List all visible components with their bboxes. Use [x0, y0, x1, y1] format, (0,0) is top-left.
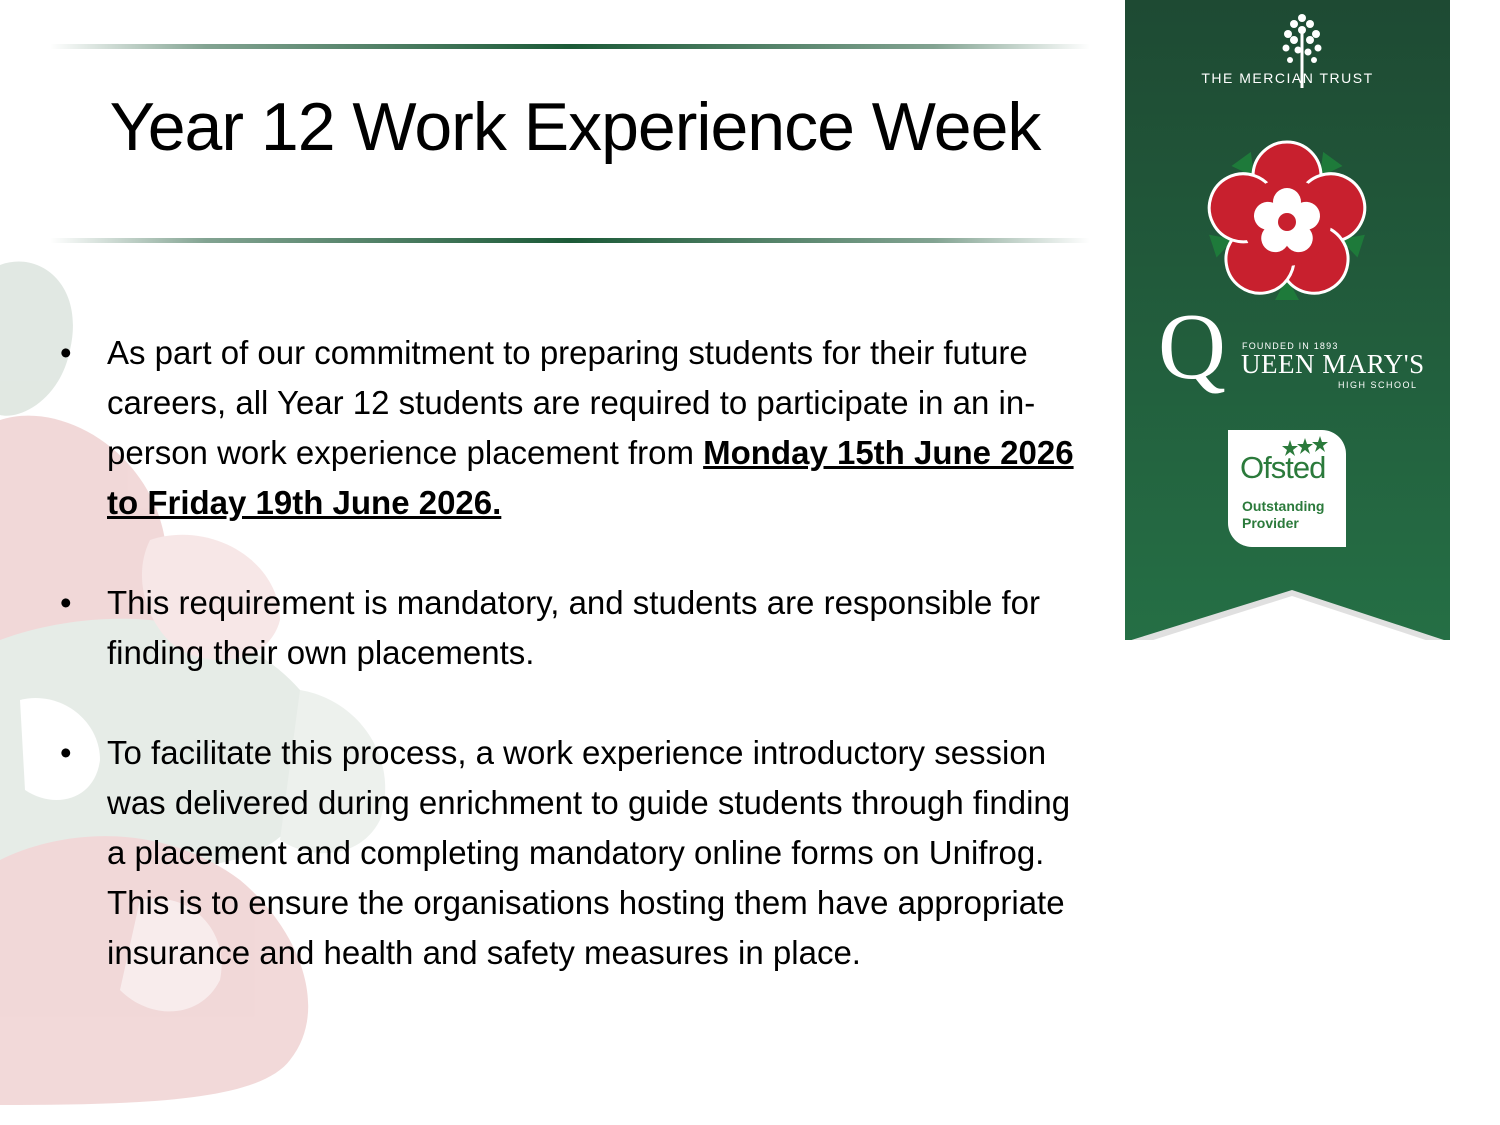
bullet-glyph: •: [60, 334, 72, 371]
bullet-glyph: •: [60, 734, 72, 771]
school-name: UEEN MARY'S: [1241, 349, 1425, 379]
founded-text: FOUNDED IN 1893: [1242, 341, 1339, 351]
ofsted-rating-line2: Provider: [1242, 515, 1299, 531]
bullet-item: [60, 328, 1090, 528]
ofsted-rating: [1242, 498, 1324, 532]
ofsted-badge: [1228, 430, 1346, 547]
bullet-item: [60, 578, 1090, 678]
ofsted-wordmark: Ofsted: [1240, 450, 1326, 485]
bullet-text: To facilitate this process, a work experience introductory session was delivered during enrichment to guide students through finding a placement and completing mandatory online forms on Unifrog. This is to ensure the organisations hosting them have appropriate insurance and health and safety measures in place.: [107, 734, 1071, 971]
tudor-rose-icon: [1196, 132, 1378, 312]
school-initial: Q: [1158, 295, 1226, 399]
title-divider-top: [50, 44, 1090, 49]
trust-name: THE MERCIAN TRUST: [1201, 70, 1374, 86]
bullet-list: [60, 328, 1090, 1028]
bullet-text: This requirement is mandatory, and students are responsible for finding their own placements.: [107, 584, 1041, 671]
ofsted-rating-line1: Outstanding: [1242, 498, 1325, 514]
bullet-item: [60, 728, 1090, 978]
slide-title: Year 12 Work Experience Week: [109, 89, 1041, 165]
school-type: HIGH SCHOOL: [1338, 380, 1418, 390]
date-range-emphasis: Monday 15th June 2026 to Friday 19th June 2026.: [107, 434, 1074, 521]
title-divider-bottom: [50, 238, 1090, 243]
bullet-text: As part of our commitment to preparing students for their future careers, all Year 12 students are required to participate in an in-person work experience placement from: [107, 334, 1036, 471]
bullet-glyph: •: [60, 584, 72, 621]
